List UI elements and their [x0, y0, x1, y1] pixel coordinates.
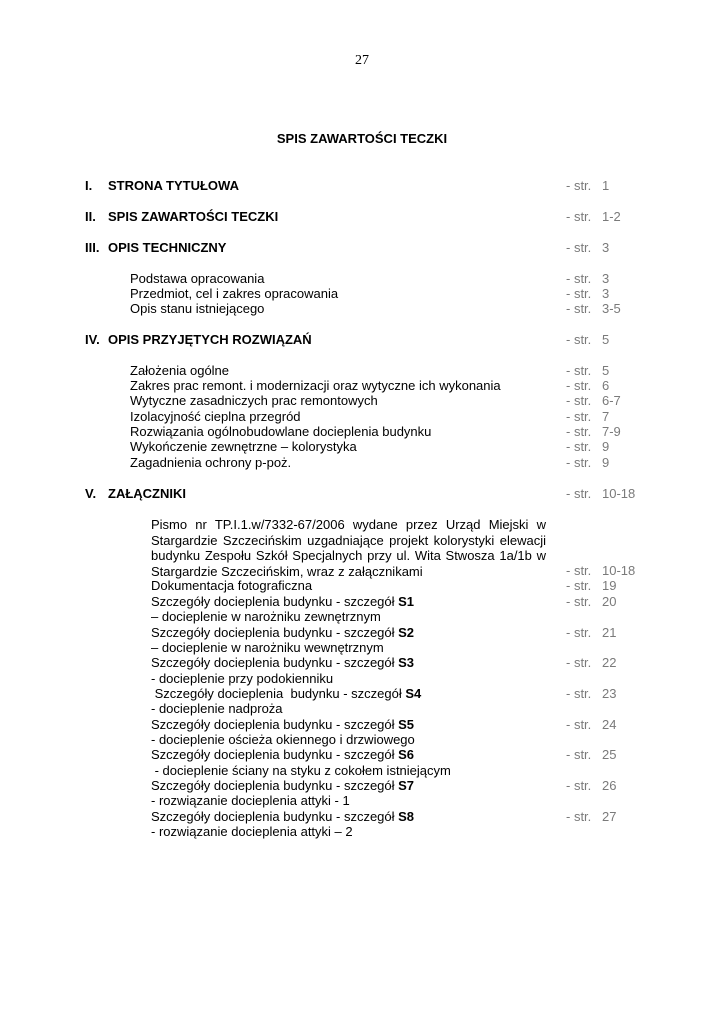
attachment-subtitle: - docieplenie nadproża — [151, 701, 283, 716]
detail-code: S2 — [398, 625, 415, 640]
page-ref: - str. 3 — [566, 240, 610, 255]
section-title: OPIS PRZYJĘTYCH ROZWIĄZAŃ — [108, 332, 312, 347]
detail-code: S1 — [398, 594, 415, 609]
section-title: SPIS ZAWARTOŚCI TECZKI — [108, 209, 279, 224]
page-ref: - str. 7 — [566, 409, 610, 424]
attachment-subtitle: - docieplenie ościeża okiennego i drzwiowego — [151, 732, 415, 747]
page-ref: - str. 26 — [566, 778, 617, 793]
page-ref: - str. 9 — [566, 439, 610, 454]
section-number: II. — [85, 209, 96, 224]
attachment-title: Szczegóły docieplenia budynku - szczegół S5 — [151, 717, 415, 732]
subsection-title: Wytyczne zasadniczych prac remontowych — [130, 393, 378, 408]
attachment-title: Szczegóły docieplenia budynku - szczegół S6 — [151, 747, 415, 762]
detail-code: S7 — [398, 778, 415, 793]
page-ref: - str. 24 — [566, 717, 617, 732]
section-title: ZAŁĄCZNIKI — [108, 486, 186, 501]
page-ref: - str. 3-5 — [566, 301, 621, 316]
section-title: OPIS TECHNICZNY — [108, 240, 227, 255]
section-number: IV. — [85, 332, 100, 347]
section-title: STRONA TYTUŁOWA — [108, 178, 239, 193]
page-ref: - str. 27 — [566, 809, 617, 824]
detail-code: S4 — [405, 686, 422, 701]
attachment-title: Szczegóły docieplenia budynku - szczegół S1 — [151, 594, 415, 609]
subsection-title: Wykończenie zewnętrzne – kolorystyka — [130, 439, 357, 454]
subsection-title: Izolacyjność cieplna przegród — [130, 409, 301, 424]
page-ref: - str. 1-2 — [566, 209, 621, 224]
attachment-subtitle: - docieplenie przy podokienniku — [151, 671, 334, 686]
attachment-subtitle: - rozwiązanie docieplenia attyki - 1 — [151, 793, 350, 808]
subsection-title: Opis stanu istniejącego — [130, 301, 265, 316]
page-ref: - str. 23 — [566, 686, 617, 701]
section-number: I. — [85, 178, 93, 193]
page-ref: - str. 7-9 — [566, 424, 621, 439]
subsection-title: Zagadnienia ochrony p-poż. — [130, 455, 292, 470]
page-ref: - str. 20 — [566, 594, 617, 609]
subsection-title: Rozwiązania ogólnobudowlane docieplenia budynku — [130, 424, 432, 439]
attachment-subtitle: - rozwiązanie docieplenia attyki – 2 — [151, 824, 353, 839]
page-ref: - str. 25 — [566, 747, 617, 762]
page-ref: - str. 10-18 — [566, 563, 636, 578]
subsection-title: Podstawa opracowania — [130, 271, 265, 286]
subsection-title: Zakres prac remont. i modernizacji oraz wytyczne ich wykonania — [130, 378, 501, 393]
page-ref: - str. 1 — [566, 178, 610, 193]
section-number: III. — [85, 240, 100, 255]
page-ref: - str. 9 — [566, 455, 610, 470]
document-title: SPIS ZAWARTOŚCI TECZKI — [276, 131, 448, 146]
subsection-title: Założenia ogólne — [130, 363, 230, 378]
page-ref: - str. 19 — [566, 578, 617, 593]
detail-code: S3 — [398, 655, 415, 670]
attachment-subtitle: - docieplenie ściany na styku z cokołem istniejącym — [151, 763, 451, 778]
detail-code: S5 — [398, 717, 415, 732]
detail-code: S8 — [398, 809, 415, 824]
attachment-title: Szczegóły docieplenia budynku - szczegół S8 — [151, 809, 415, 824]
page-number: 27 — [355, 53, 369, 68]
subsection-title: Przedmiot, cel i zakres opracowania — [130, 286, 339, 301]
page-ref: - str. 21 — [566, 625, 617, 640]
page-ref: - str. 6-7 — [566, 393, 621, 408]
attachment-title: Dokumentacja fotograficzna — [151, 578, 313, 593]
page-ref: - str. 22 — [566, 655, 617, 670]
page-ref: - str. 3 — [566, 271, 610, 286]
page-ref: - str. 10-18 — [566, 486, 636, 501]
detail-code: S6 — [398, 747, 415, 762]
attachment-title: Szczegóły docieplenia budynku - szczegół S7 — [151, 778, 415, 793]
page-ref: - str. 5 — [566, 363, 610, 378]
attachment-title: Szczegóły docieplenia budynku - szczegół S4 — [151, 686, 422, 701]
attachment-subtitle: – docieplenie w narożniku zewnętrznym — [151, 609, 381, 624]
attachment-title: Szczegóły docieplenia budynku - szczegół S3 — [151, 655, 415, 670]
attachment-title: Szczegóły docieplenia budynku - szczegół S2 — [151, 625, 415, 640]
section-number: V. — [85, 486, 97, 501]
page-ref: - str. 5 — [566, 332, 610, 347]
attachment-subtitle: – docieplenie w narożniku wewnętrznym — [151, 640, 384, 655]
page-ref: - str. 6 — [566, 378, 610, 393]
attachment-text: Pismo nr TP.I.1.w/7332-67/2006 wydane przez Urząd Miejski w Stargardzie Szczecińskim uzgadniające projekt kolorystyki elewacji budynku Zespołu Szkół Specjalnych przy ul. Wita Stwosza 1a/1b w Stargardzie Szczecińskim, wraz z załącznikami — [151, 517, 546, 579]
page-ref: - str. 3 — [566, 286, 610, 301]
